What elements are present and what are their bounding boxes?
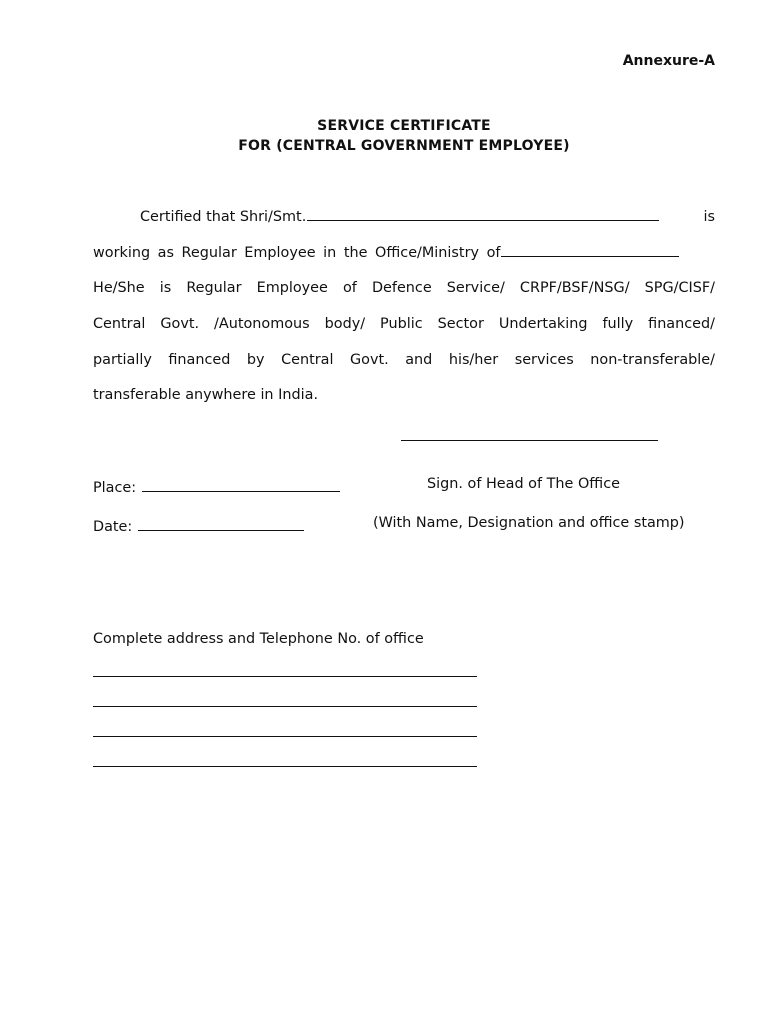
certified-label: Certified that Shri/Smt. (140, 209, 307, 225)
annexure-label: Annexure-A (622, 53, 715, 69)
body-line-4 (93, 307, 715, 343)
working-text (93, 236, 679, 272)
body-line-5 (93, 343, 715, 379)
address-line-2[interactable] (93, 706, 477, 707)
ministry-blank[interactable] (501, 241, 679, 257)
certificate-title: SERVICE CERTIFICATE (317, 118, 491, 134)
sign-head-label: Sign. of Head of The Office (427, 476, 620, 492)
partially-financed-text: partially financed by Central Govt. and his/her services non-transferable/ (93, 351, 715, 368)
is-text: is (703, 209, 715, 225)
employee-name-blank[interactable] (307, 205, 659, 221)
regular-employee-text: He/She is Regular Employee of Defence Service/ CRPF/BSF/NSG/ SPG/CISF/ (93, 280, 715, 297)
transferable-text: transferable anywhere in India. (93, 387, 319, 404)
certified-text (140, 200, 659, 236)
address-line-4[interactable] (93, 766, 477, 767)
date-blank[interactable] (138, 515, 304, 531)
body-line-3 (93, 271, 715, 307)
address-line-3[interactable] (93, 736, 477, 737)
certificate-body (93, 200, 715, 414)
place-blank[interactable] (142, 476, 340, 492)
address-label: Complete address and Telephone No. of office (93, 631, 424, 647)
body-line-6 (93, 378, 715, 414)
certificate-subtitle: FOR (CENTRAL GOVERNMENT EMPLOYEE) (238, 138, 570, 154)
date-field (93, 515, 304, 535)
stamp-note: (With Name, Designation and office stamp) (373, 515, 685, 531)
signature-line[interactable] (401, 440, 658, 441)
body-line-2 (93, 236, 715, 272)
body-line-1 (93, 200, 715, 236)
working-label: working as Regular Employee in the Office/Ministry of (93, 244, 501, 261)
date-label: Date: (93, 519, 133, 535)
central-govt-text: Central Govt. /Autonomous body/ Public Sector Undertaking fully financed/ (93, 316, 715, 333)
place-field (93, 476, 340, 496)
address-line-1[interactable] (93, 676, 477, 677)
place-label: Place: (93, 480, 137, 496)
